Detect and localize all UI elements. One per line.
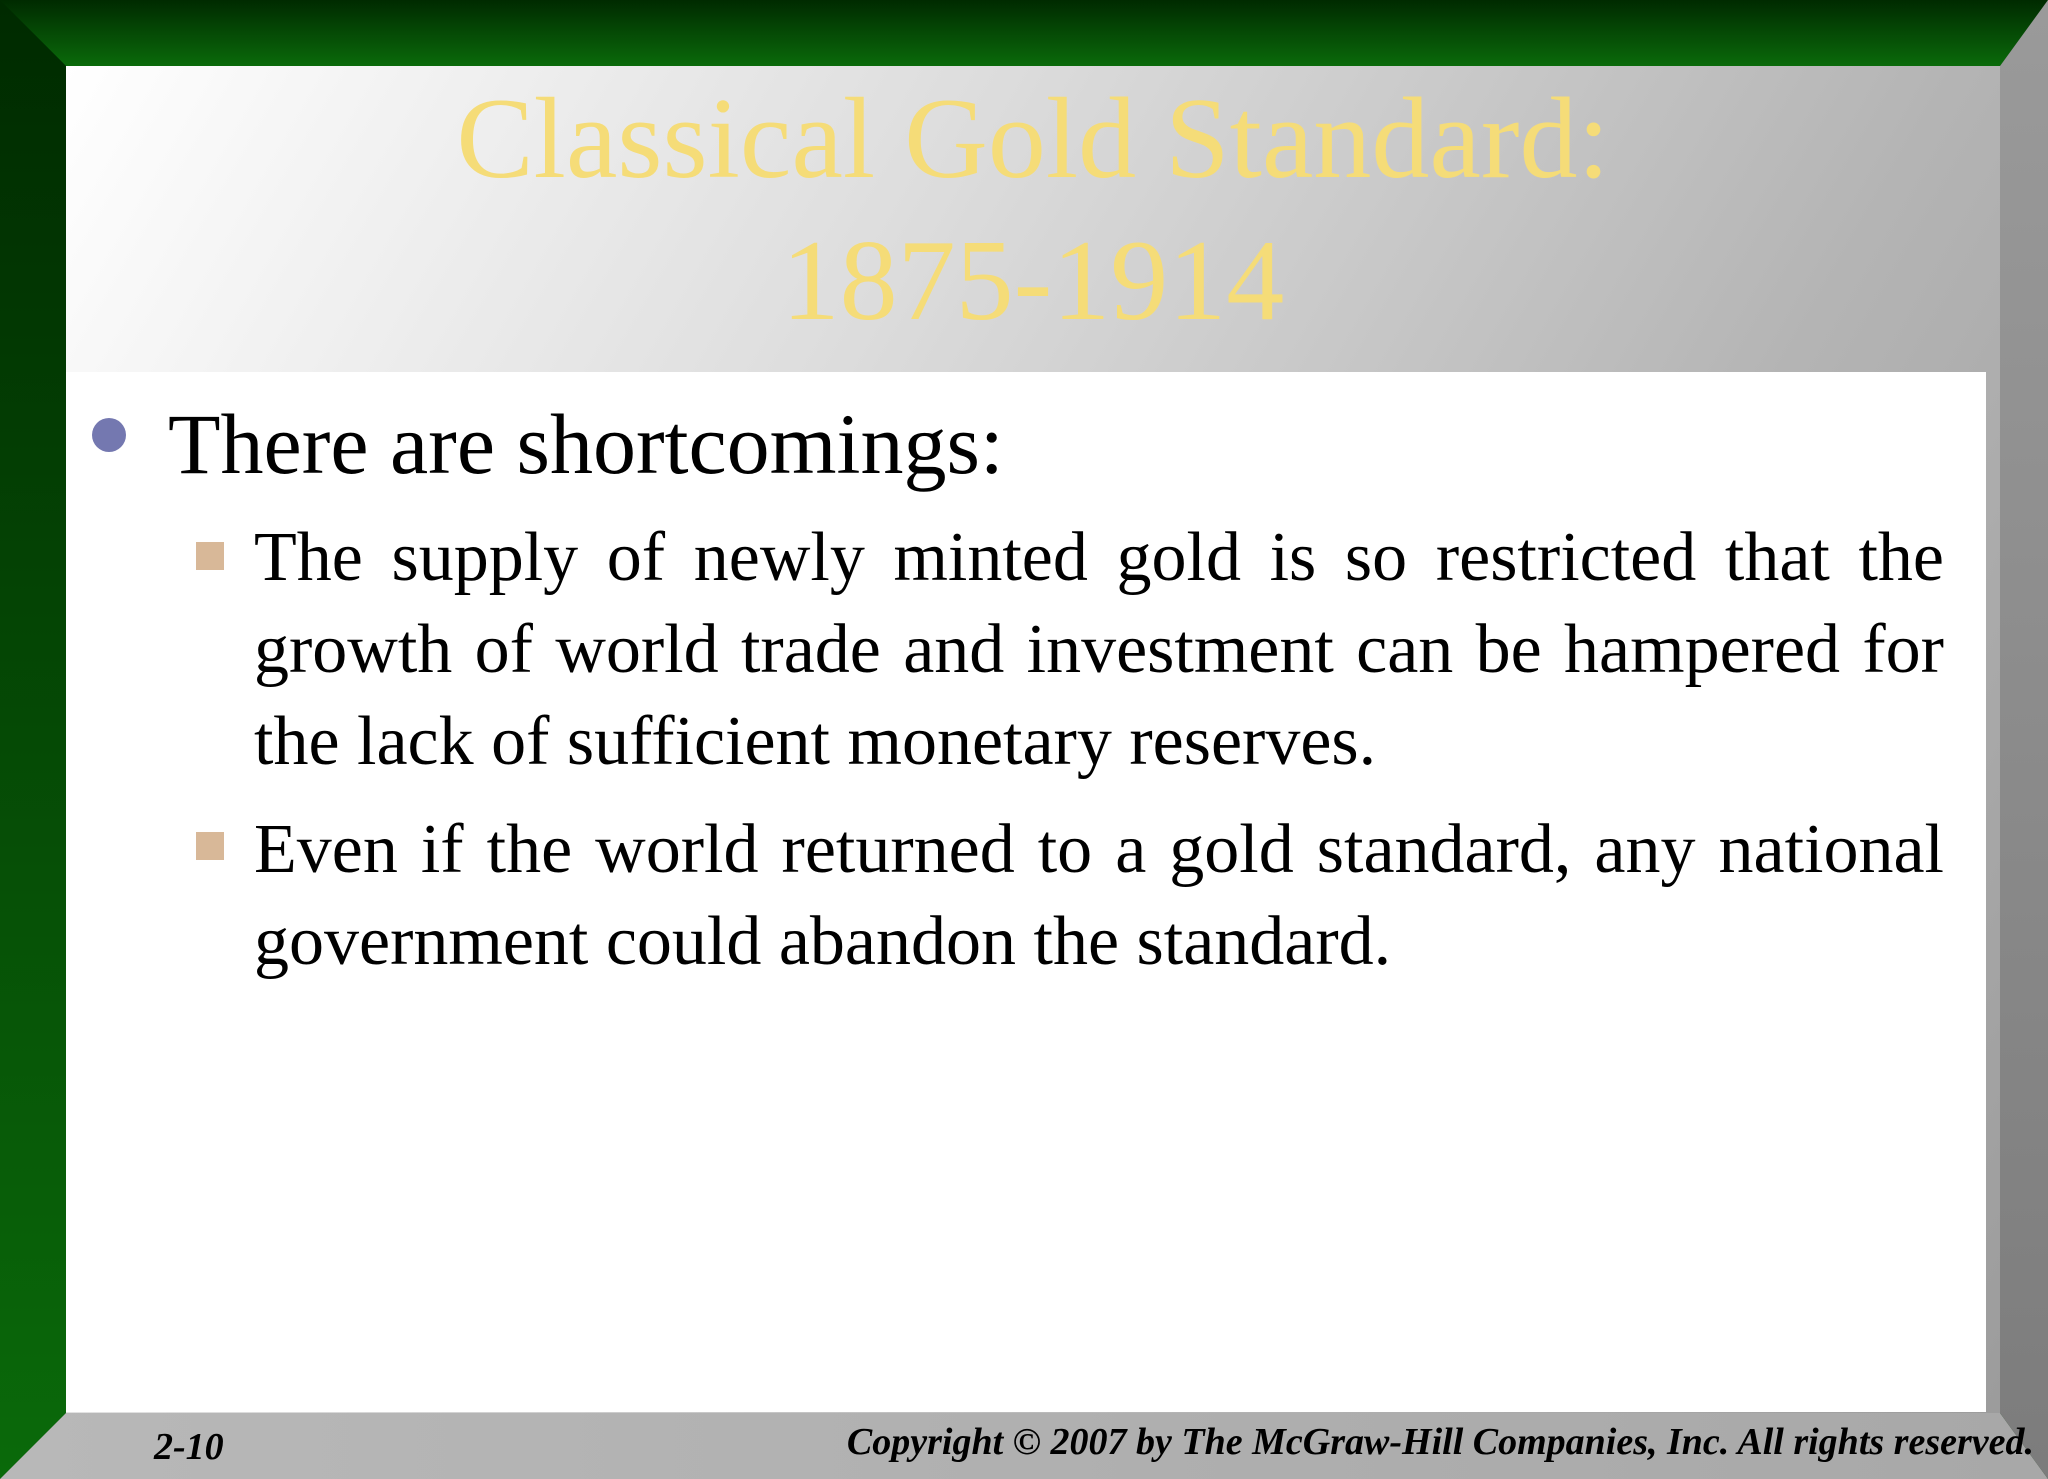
main-bullet-text: There are shortcomings: xyxy=(168,396,1004,492)
bullet-marker xyxy=(92,400,126,452)
frame-right-bevel xyxy=(2000,0,2048,1479)
bullet-dot-icon xyxy=(92,418,126,452)
title-line-1: Classical Gold Standard: xyxy=(456,75,1610,203)
frame-top-bevel xyxy=(0,0,2048,66)
slide-title xyxy=(66,68,2000,352)
sub-bullet-square-icon xyxy=(196,832,224,860)
slide-number: 2-10 xyxy=(154,1426,224,1468)
sub-bullet-1: The supply of newly minted gold is so restricted that the growth of world trade and investment can be hampered for the lack of sufficient monetary reserves. xyxy=(254,519,1944,780)
frame-left-bevel xyxy=(0,0,66,1479)
sub-bullet-2: Even if the world returned to a gold standard, any national government could abandon the standard. xyxy=(254,811,1944,980)
copyright-notice: Copyright © 2007 by The McGraw-Hill Companies, Inc. All rights reserved. xyxy=(846,1421,2034,1463)
sub-bullet-square-icon xyxy=(196,542,224,570)
title-line-2: 1875-1914 xyxy=(781,217,1285,345)
